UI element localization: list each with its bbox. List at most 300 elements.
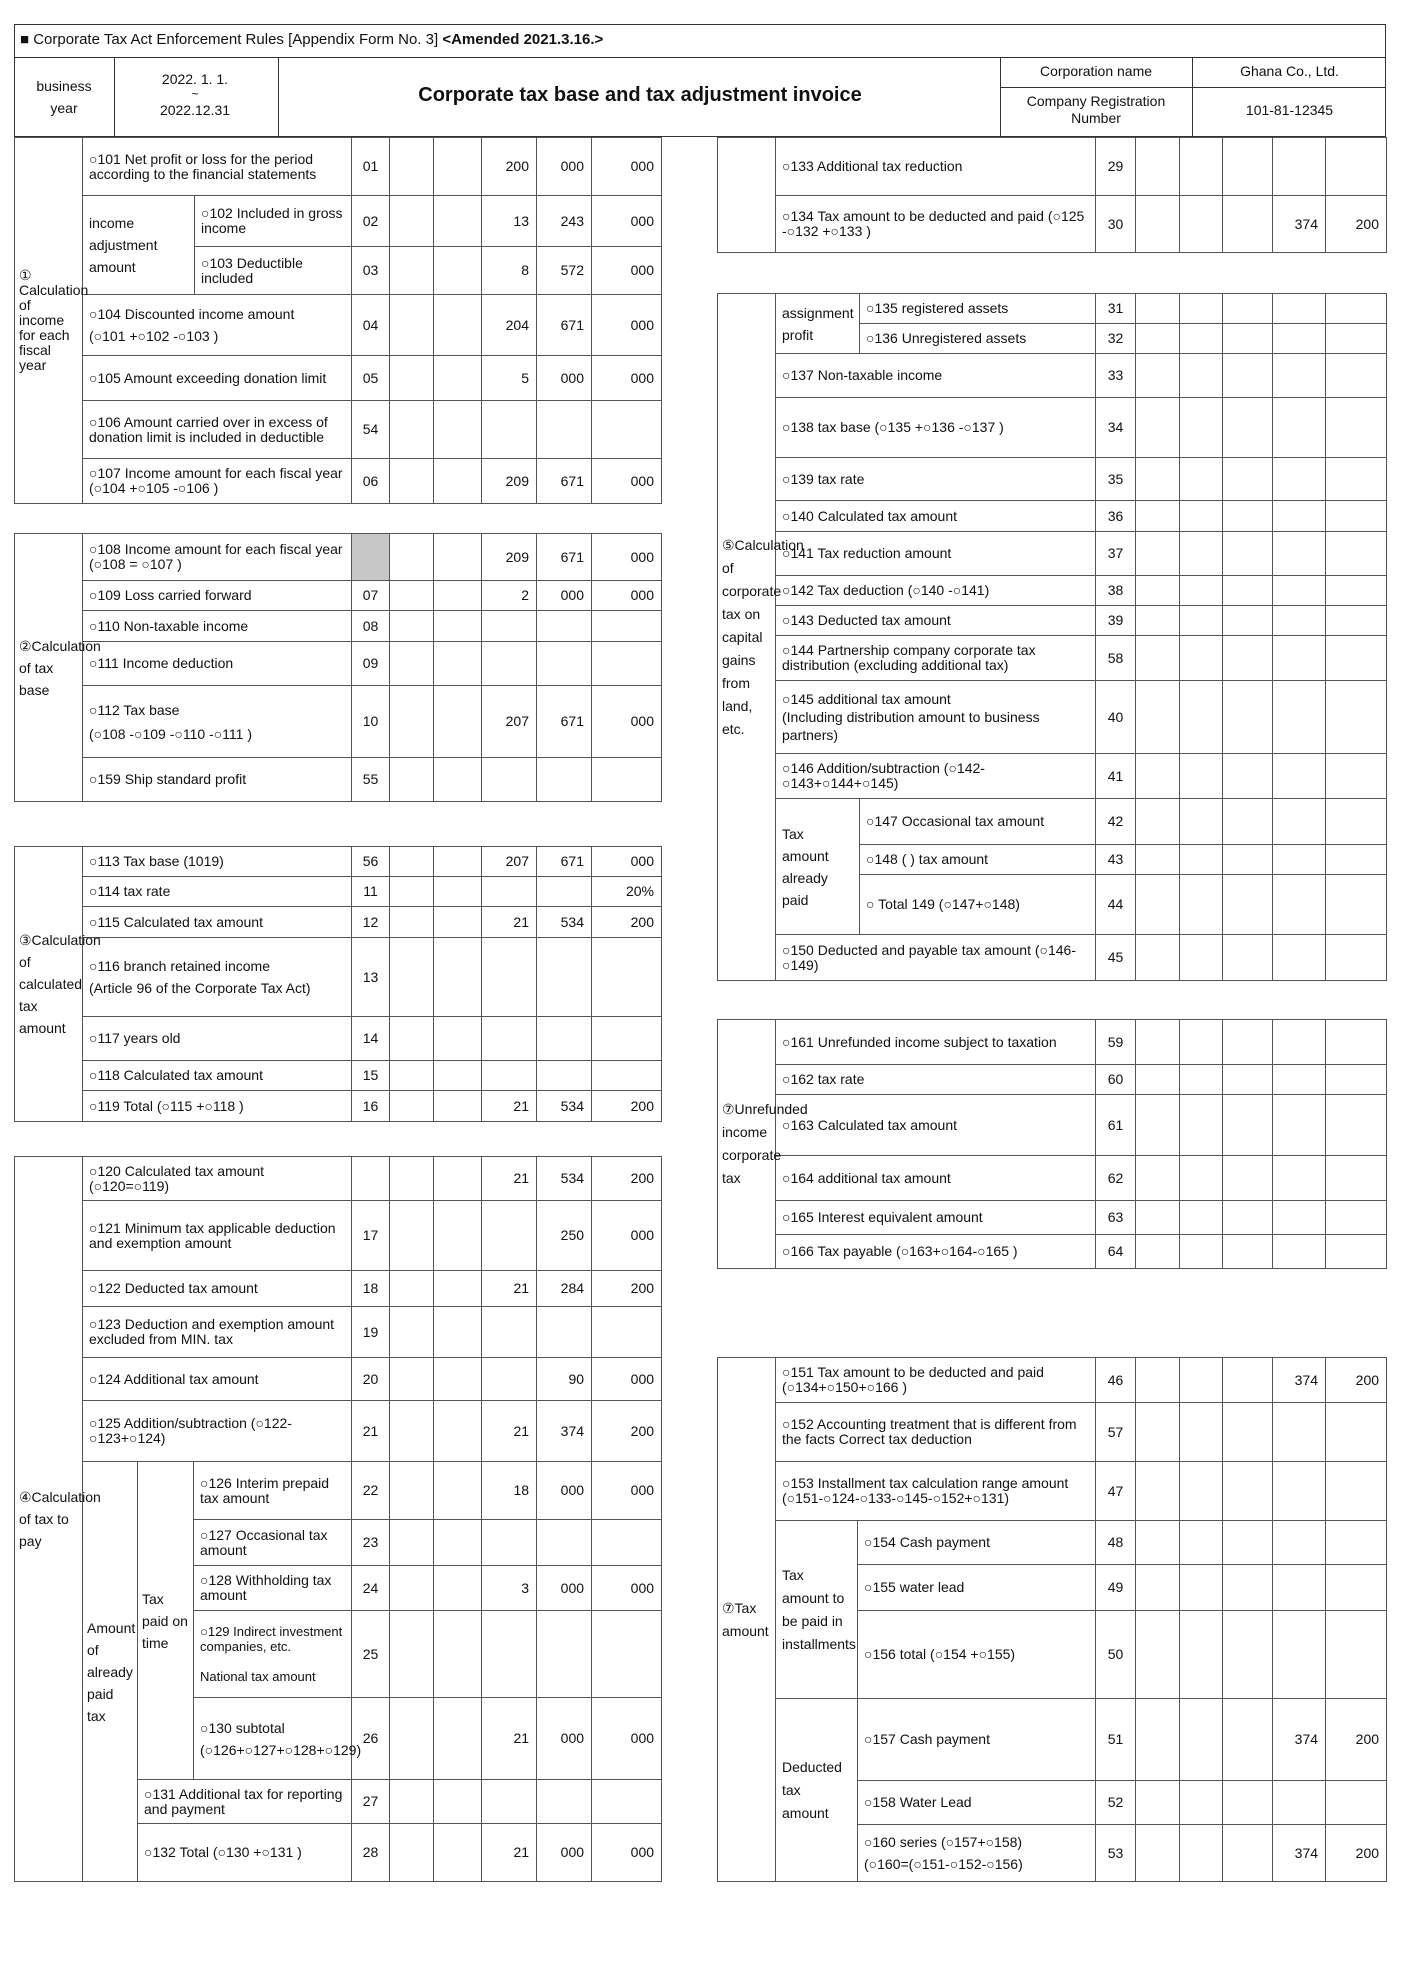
label-line: ○130 subtotal — [200, 1719, 285, 1736]
table-cell — [1223, 845, 1273, 875]
amount-value: 200 — [1326, 196, 1387, 253]
table-cell — [482, 1307, 537, 1358]
table-row — [718, 935, 1387, 981]
amount-value: 21 — [482, 1157, 537, 1201]
table-row — [718, 398, 1387, 458]
table-cell — [1180, 799, 1223, 845]
table-cell — [1180, 1611, 1223, 1699]
table-cell — [434, 1566, 482, 1611]
table-cell — [1273, 636, 1326, 681]
table-cell — [1273, 138, 1326, 196]
table-cell — [1180, 354, 1223, 398]
table-cell — [1136, 935, 1180, 981]
table-cell — [592, 1061, 662, 1091]
amount-value: 374 — [1273, 196, 1326, 253]
row-label: ○166 Tax payable (○163+○164-○165 ) — [776, 1235, 1096, 1269]
table-cell — [537, 1520, 592, 1566]
table-cell — [1273, 324, 1326, 354]
amount-value: 000 — [592, 196, 662, 247]
table-cell — [1180, 532, 1223, 576]
table-cell — [1273, 532, 1326, 576]
amount-value: 000 — [537, 581, 592, 611]
table-row — [718, 138, 1387, 196]
table-cell — [1180, 398, 1223, 458]
table-cell — [1136, 754, 1180, 799]
table-cell — [1326, 532, 1387, 576]
table-row — [15, 1091, 662, 1122]
table-cell — [434, 534, 482, 581]
table-row — [718, 681, 1387, 754]
table-cell — [1180, 1462, 1223, 1521]
line-code: 33 — [1096, 354, 1136, 398]
table-row — [15, 847, 662, 877]
table-cell — [1223, 576, 1273, 606]
amount-value: 21 — [482, 1824, 537, 1882]
table-row — [15, 1401, 662, 1462]
table-cell — [1180, 196, 1223, 253]
table-cell — [1326, 458, 1387, 501]
table-cell — [390, 534, 434, 581]
table-cell — [1180, 1156, 1223, 1201]
amount-value: 209 — [482, 459, 537, 504]
row-label: ○139 tax rate — [776, 458, 1096, 501]
line-code: 61 — [1096, 1095, 1136, 1156]
table-cell — [482, 401, 537, 459]
label-line: ○129 Indirect investment companies, etc. — [200, 1624, 343, 1654]
line-code: 01 — [352, 138, 390, 196]
amount-value: 000 — [537, 1462, 592, 1520]
line-code: 04 — [352, 295, 390, 356]
amount-value: 204 — [482, 295, 537, 356]
table-row — [15, 1201, 662, 1271]
line-code: 14 — [352, 1017, 390, 1061]
corp-name-label: Corporation name — [1039, 63, 1153, 79]
table-cell — [1136, 1156, 1180, 1201]
table-cell — [1326, 799, 1387, 845]
table-cell — [1136, 1358, 1180, 1403]
table-cell — [1326, 398, 1387, 458]
amount-value: 000 — [592, 1566, 662, 1611]
table-cell — [1180, 324, 1223, 354]
row-label: ○118 Calculated tax amount — [83, 1061, 352, 1091]
table-cell — [434, 1611, 482, 1698]
amount-value: 200 — [592, 1157, 662, 1201]
amount-value: 250 — [537, 1201, 592, 1271]
table-cell — [1136, 532, 1180, 576]
table-cell — [482, 1780, 537, 1824]
table-cell — [1180, 636, 1223, 681]
table-row — [15, 1061, 662, 1091]
table-cell — [1223, 294, 1273, 324]
amount-value: 243 — [537, 196, 592, 247]
already-paid-label: Amount of already paid tax — [83, 1462, 138, 1882]
table-cell — [1223, 799, 1273, 845]
table-cell — [390, 1091, 434, 1122]
table-row — [718, 1358, 1387, 1403]
row-label: ○161 Unrefunded income subject to taxation — [776, 1020, 1096, 1065]
amount-value: 000 — [537, 138, 592, 196]
table-cell — [390, 1698, 434, 1780]
row-label: ○125 Addition/subtraction (○122-○123+○124) — [83, 1401, 352, 1462]
already-paid-label: Tax amount already paid — [776, 799, 860, 935]
section-4-table — [14, 1156, 662, 1882]
table-cell — [482, 758, 537, 802]
business-year-label: business year — [36, 78, 92, 116]
table-cell — [1273, 845, 1326, 875]
label-line: ○153 Installment tax calculation range amount — [782, 1475, 1069, 1491]
row-label: ○132 Total (○130 +○131 ) — [138, 1824, 352, 1882]
table-cell — [1223, 875, 1273, 935]
line-code: 22 — [352, 1462, 390, 1520]
table-cell — [1273, 354, 1326, 398]
section-5-label: ⑤Calculation of corporate tax on capital gains from land, etc. — [718, 294, 776, 981]
table-cell — [1180, 1825, 1223, 1882]
line-code: 10 — [352, 686, 390, 758]
line-code: 08 — [352, 611, 390, 642]
row-label — [858, 1825, 1096, 1882]
table-cell — [1180, 501, 1223, 532]
line-code: 31 — [1096, 294, 1136, 324]
table-row — [718, 1095, 1387, 1156]
table-cell — [1273, 1462, 1326, 1521]
table-cell — [1223, 1521, 1273, 1565]
line-code: 13 — [352, 938, 390, 1017]
row-label: ○131 Additional tax for reporting and payment — [138, 1780, 352, 1824]
table-row — [15, 401, 662, 459]
table-cell — [482, 1358, 537, 1401]
line-code: 12 — [352, 907, 390, 938]
line-code: 28 — [352, 1824, 390, 1882]
table-cell — [1273, 1781, 1326, 1825]
amount-value: 000 — [592, 1358, 662, 1401]
table-cell — [1273, 935, 1326, 981]
table-cell — [434, 1157, 482, 1201]
table-cell — [434, 642, 482, 686]
table-cell — [1273, 576, 1326, 606]
table-cell — [1136, 138, 1180, 196]
row-label: ○113 Tax base (1019) — [83, 847, 352, 877]
amount-value: 21 — [482, 1271, 537, 1307]
table-cell — [537, 1307, 592, 1358]
table-cell — [1326, 875, 1387, 935]
table-cell — [1180, 935, 1223, 981]
amount-value: 000 — [592, 847, 662, 877]
label-line: (○126+○127+○128+○129) — [200, 1741, 362, 1758]
table-cell — [592, 1017, 662, 1061]
table-cell — [390, 356, 434, 401]
table-cell — [1223, 354, 1273, 398]
row-label: ○148 ( ) tax amount — [860, 845, 1096, 875]
line-code: 11 — [352, 877, 390, 907]
table-row — [718, 1462, 1387, 1521]
table-cell — [1326, 138, 1387, 196]
table-cell — [1273, 1201, 1326, 1235]
table-cell — [1273, 1156, 1326, 1201]
amount-value: 13 — [482, 196, 537, 247]
table-cell — [1136, 1611, 1180, 1699]
table-cell — [1136, 1462, 1180, 1521]
table-cell — [1223, 754, 1273, 799]
table-cell — [1326, 1020, 1387, 1065]
year-from: 2022. 1. 1. — [161, 71, 229, 87]
line-code: 25 — [352, 1611, 390, 1698]
table-cell — [390, 1520, 434, 1566]
row-label: ○105 Amount exceeding donation limit — [83, 356, 352, 401]
table-cell — [1180, 681, 1223, 754]
table-cell — [1223, 458, 1273, 501]
line-code: 60 — [1096, 1065, 1136, 1095]
year-tilde: ~ — [191, 87, 199, 101]
deducted-tax-label: Deducted tax amount — [776, 1699, 858, 1882]
table-cell — [1223, 606, 1273, 636]
table-cell — [1326, 501, 1387, 532]
table-cell — [1223, 1403, 1273, 1462]
amount-value: 90 — [537, 1358, 592, 1401]
table-cell — [1180, 754, 1223, 799]
table-cell — [592, 758, 662, 802]
table-cell — [1223, 1095, 1273, 1156]
row-label — [776, 1462, 1096, 1521]
section-1-label: ① Calculation of income for each fiscal year — [15, 138, 83, 504]
table-cell — [1136, 1201, 1180, 1235]
corp-name: Ghana Co., Ltd. — [1240, 63, 1339, 79]
table-row — [15, 758, 662, 802]
table-row — [15, 1157, 662, 1201]
table-cell — [1136, 1781, 1180, 1825]
label-line: (Including distribution amount to business partners) — [782, 709, 1040, 743]
table-cell — [592, 1611, 662, 1698]
line-code: 27 — [352, 1780, 390, 1824]
table-cell — [1223, 138, 1273, 196]
table-cell — [1223, 1825, 1273, 1882]
table-cell — [537, 1017, 592, 1061]
table-cell — [1136, 845, 1180, 875]
line-code: 26 — [352, 1698, 390, 1780]
table-cell — [592, 611, 662, 642]
row-label: ○117 years old — [83, 1017, 352, 1061]
section-6-label: ⑦Unrefunded income corporate tax — [718, 1020, 776, 1269]
row-label: ○101 Net profit or loss for the period according to the financial statements — [83, 138, 352, 196]
row-label: ○150 Deducted and payable tax amount (○146-○149) — [776, 935, 1096, 981]
label-line: ○145 additional tax amount — [782, 691, 951, 707]
line-code: 36 — [1096, 501, 1136, 532]
label-line: (○108 -○109 -○110 -○111 ) — [89, 725, 253, 742]
line-code: 41 — [1096, 754, 1136, 799]
table-cell — [1326, 1201, 1387, 1235]
table-cell — [1180, 1565, 1223, 1611]
table-cell — [1180, 1699, 1223, 1781]
line-code: 23 — [352, 1520, 390, 1566]
row-label: ○164 additional tax amount — [776, 1156, 1096, 1201]
line-code: 19 — [352, 1307, 390, 1358]
table-cell — [537, 758, 592, 802]
table-cell — [434, 1462, 482, 1520]
table-cell — [1273, 1065, 1326, 1095]
table-cell — [390, 907, 434, 938]
table-cell — [1136, 799, 1180, 845]
amount-value: 207 — [482, 686, 537, 758]
table-cell — [537, 401, 592, 459]
table-row — [15, 686, 662, 758]
table-row — [718, 294, 1387, 324]
section-3-label: ③Calculation of calculated tax amount — [15, 847, 83, 1122]
table-cell — [1180, 845, 1223, 875]
table-cell — [1136, 324, 1180, 354]
amount-value: 000 — [537, 1824, 592, 1882]
table-cell — [482, 1201, 537, 1271]
table-cell — [1273, 294, 1326, 324]
line-code: 35 — [1096, 458, 1136, 501]
row-label: ○110 Non-taxable income — [83, 611, 352, 642]
table-cell — [1326, 1611, 1387, 1699]
line-code: 17 — [352, 1201, 390, 1271]
row-label — [83, 295, 352, 356]
amount-value: 000 — [592, 581, 662, 611]
table-cell — [434, 1017, 482, 1061]
section-1-table — [14, 137, 662, 504]
table-cell — [1180, 1201, 1223, 1235]
table-cell — [1136, 1235, 1180, 1269]
table-cell — [1136, 1020, 1180, 1065]
table-cell — [1223, 1565, 1273, 1611]
income-adjustment-label: income adjustment amount — [83, 196, 195, 295]
line-code: 38 — [1096, 576, 1136, 606]
table-cell — [1136, 1565, 1180, 1611]
table-cell — [390, 1824, 434, 1882]
table-cell — [1326, 606, 1387, 636]
table-cell — [1273, 398, 1326, 458]
table-cell — [1180, 1235, 1223, 1269]
table-row — [15, 642, 662, 686]
table-cell — [537, 1611, 592, 1698]
table-cell — [1180, 1020, 1223, 1065]
amount-value: 000 — [592, 247, 662, 295]
table-cell — [1326, 1403, 1387, 1462]
label-line: ○104 Discounted income amount — [89, 306, 295, 322]
table-cell — [1273, 501, 1326, 532]
table-cell — [434, 907, 482, 938]
row-label: ○135 registered assets — [860, 294, 1096, 324]
row-label: ○143 Deducted tax amount — [776, 606, 1096, 636]
table-cell — [434, 1061, 482, 1091]
table-cell — [482, 938, 537, 1017]
amount-value: 000 — [592, 138, 662, 196]
amount-value: 374 — [1273, 1825, 1326, 1882]
line-code: 42 — [1096, 799, 1136, 845]
amount-value: 000 — [537, 1566, 592, 1611]
table-cell — [434, 1824, 482, 1882]
table-cell — [1180, 576, 1223, 606]
table-cell — [1180, 606, 1223, 636]
table-cell — [1326, 1235, 1387, 1269]
table-cell — [1326, 354, 1387, 398]
row-label: ○165 Interest equivalent amount — [776, 1201, 1096, 1235]
table-cell — [482, 642, 537, 686]
table-cell — [1223, 1020, 1273, 1065]
row-label: ○114 tax rate — [83, 877, 352, 907]
label-line: ■ Corporate Tax Act Enforcement Rules [Appendix Form No. 3] — [20, 31, 439, 48]
label-line: ○160 series (○157+○158) — [864, 1834, 1023, 1850]
section-5-table — [717, 293, 1387, 981]
row-label: ○128 Withholding tax amount — [194, 1566, 352, 1611]
table-cell — [1326, 294, 1387, 324]
table-cell — [1273, 754, 1326, 799]
table-cell — [1273, 1020, 1326, 1065]
table-cell — [1136, 354, 1180, 398]
table-cell — [390, 642, 434, 686]
section-6-table — [717, 1019, 1387, 1269]
amount-value: 671 — [537, 686, 592, 758]
amount-value: 200 — [592, 907, 662, 938]
table-row — [15, 356, 662, 401]
table-cell — [434, 1780, 482, 1824]
amount-value: 207 — [482, 847, 537, 877]
table-cell — [1326, 1781, 1387, 1825]
table-cell — [434, 1271, 482, 1307]
table-cell — [1273, 458, 1326, 501]
amount-value: 18 — [482, 1462, 537, 1520]
row-label: ○144 Partnership company corporate tax distribution (excluding additional tax) — [776, 636, 1096, 681]
table-cell — [434, 1358, 482, 1401]
table-cell — [1223, 935, 1273, 981]
section-2-table — [14, 533, 662, 802]
table-cell — [1326, 681, 1387, 754]
table-cell — [1326, 845, 1387, 875]
table-cell — [537, 611, 592, 642]
page-title: Corporate tax base and tax adjustment invoice — [418, 84, 862, 106]
table-cell — [592, 938, 662, 1017]
line-code: 18 — [352, 1271, 390, 1307]
table-cell — [434, 247, 482, 295]
table-row — [718, 1020, 1387, 1065]
line-code: 53 — [1096, 1825, 1136, 1882]
line-code: 39 — [1096, 606, 1136, 636]
table-cell — [1180, 1781, 1223, 1825]
table-row — [15, 581, 662, 611]
table-cell — [1223, 1235, 1273, 1269]
label-line: National tax amount — [200, 1669, 316, 1684]
line-code: 20 — [352, 1358, 390, 1401]
row-label: ○134 Tax amount to be deducted and paid (○125 -○132 +○133 ) — [776, 196, 1096, 253]
line-code: 44 — [1096, 875, 1136, 935]
table-cell — [390, 581, 434, 611]
table-cell — [390, 401, 434, 459]
table-cell — [434, 356, 482, 401]
line-code: 05 — [352, 356, 390, 401]
amount-value: 534 — [537, 907, 592, 938]
label-line: (○151-○124-○133-○145-○152+○131) — [782, 1490, 1010, 1506]
amount-value: 200 — [1326, 1825, 1387, 1882]
table-cell — [434, 1401, 482, 1462]
table-row — [15, 1271, 662, 1307]
table-cell — [1180, 1358, 1223, 1403]
table-cell — [1136, 636, 1180, 681]
installments-label: Tax amount to be paid in installments — [776, 1521, 858, 1699]
table-row — [15, 196, 662, 247]
table-cell — [434, 938, 482, 1017]
shaded-cell — [352, 534, 390, 581]
label-line: (Article 96 of the Corporate Tax Act) — [89, 980, 311, 996]
reg-label: Company Registration Number — [1026, 93, 1166, 126]
table-cell — [1136, 576, 1180, 606]
table-cell — [390, 1358, 434, 1401]
table-cell — [1136, 1699, 1180, 1781]
table-cell — [1180, 875, 1223, 935]
amount-value: 200 — [592, 1401, 662, 1462]
row-label — [83, 938, 352, 1017]
table-cell — [1326, 576, 1387, 606]
table-cell — [1136, 1065, 1180, 1095]
